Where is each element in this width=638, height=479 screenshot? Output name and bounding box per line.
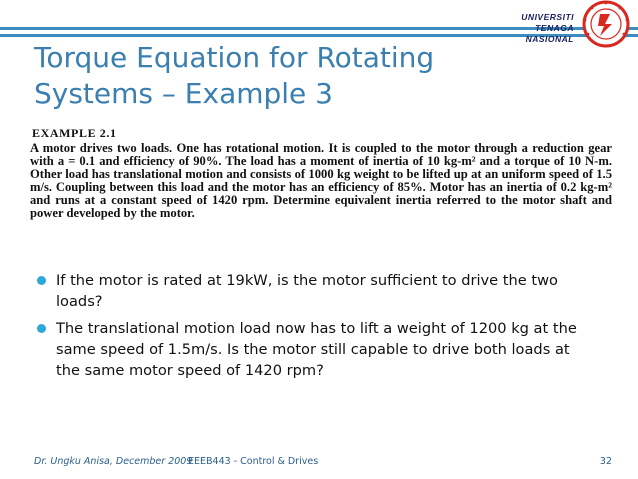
logo-line-2: TENAGA [535,23,574,33]
example-problem [30,126,612,252]
page-number: 32 [599,456,612,467]
question-list [34,270,594,387]
question-item [34,270,594,312]
question-text: The translational motion load now has to lift a weight of 1200 kg at the same speed of 1.5m/s. Is the motor still capable to drive both loads at the same motor speed of 1420 rpm? [56,320,577,379]
example-body: A motor drives two loads. One has rotational motion. It is coupled to the motor through a reduction gear with a = 0.1 and efficiency of 90%. The load has a moment of inertia of 10 kg-m² and a torque of 10 N-m. Other load has translational motion and consists of 1000 kg weight to be lifted up at an uniform speed of 1.5 m/s. Coupling between this load and the motor has an efficiency of 85%. Motor has an inertia of 0.2 kg-m² and runs at a constant speed of 1420 rpm. Determine equivalent inertia referred to the motor shaft and power developed by the motor. [30,141,612,220]
logo-wordmark [508,12,574,45]
logo-line-1: UNIVERSITI [521,12,574,22]
question-item [34,318,594,381]
question-text: If the motor is rated at 19kW, is the motor sufficient to drive the two loads? [56,272,558,310]
footer-course: EEEB443 - Control & Drives [188,456,319,467]
slide-title: Torque Equation for Rotating Systems – Example 3 [34,41,435,110]
logo-line-3: NASIONAL [525,34,574,44]
example-heading: EXAMPLE 2.1 [32,126,117,140]
university-logo [500,0,638,58]
footer-author: Dr. Ungku Anisa, December 2009 [34,456,193,467]
logo-emblem-icon [578,0,634,56]
bullet-icon [37,276,46,285]
bullet-icon [37,324,46,333]
